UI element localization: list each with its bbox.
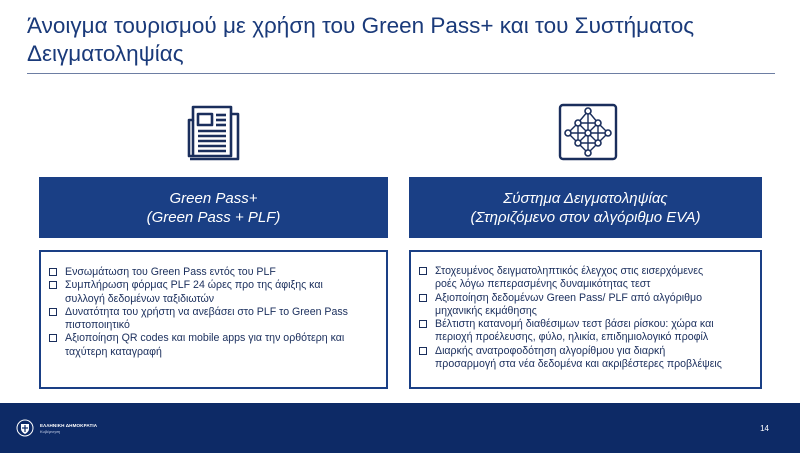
footer-subtitle: Κυβέρνηση <box>40 429 61 434</box>
list-item <box>49 266 380 279</box>
list-item <box>49 306 380 333</box>
footer-bar <box>0 403 800 453</box>
newspaper-icon <box>183 104 243 162</box>
list-item <box>49 332 380 359</box>
checkbox-bullet-icon <box>419 267 427 275</box>
sampling-system-bullet-box <box>409 250 762 389</box>
list-item <box>49 279 380 306</box>
bullet-line: Αξιοποίηση δεδομένων Green Pass/ PLF από αλγόριθμο <box>435 291 702 304</box>
bullet-line: πιστοποιητικό <box>65 319 130 332</box>
bullet-line: μηχανικής εκμάθησης <box>435 304 537 317</box>
checkbox-bullet-icon <box>49 308 57 316</box>
green-pass-header-title: Green Pass+ <box>169 189 258 207</box>
sampling-system-header-subtitle: (Στηριζόμενο στον αλγόριθμο EVA) <box>470 208 701 226</box>
green-pass-bullet-box <box>39 250 388 389</box>
greek-coat-of-arms-icon <box>16 419 34 437</box>
bullet-line: Διαρκής ανατροφοδότηση αλγορίθμου για διαρκή <box>435 344 666 357</box>
sampling-system-header-title: Σύστημα Δειγματοληψίας <box>503 189 668 207</box>
bullet-line: Δυνατότητα του χρήστη να ανεβάσει στο PLF το Green Pass <box>65 305 348 318</box>
checkbox-bullet-icon <box>419 347 427 355</box>
bullet-line: συλλογή δεδομένων ταξιδιωτών <box>65 292 215 305</box>
list-item <box>419 345 754 372</box>
slide-title <box>27 12 747 68</box>
checkbox-bullet-icon <box>49 334 57 342</box>
checkbox-bullet-icon <box>49 268 57 276</box>
bullet-line: προσαρμογή στα νέα δεδομένα και ακριβέστερες προβλέψεις <box>435 358 722 371</box>
green-pass-header-subtitle: (Green Pass + PLF) <box>146 208 281 226</box>
bullet-line: ταχύτερη καταγραφή <box>65 345 162 358</box>
sampling-system-header <box>409 177 762 238</box>
list-item <box>419 292 754 319</box>
green-pass-header <box>39 177 388 238</box>
page-number: 14 <box>760 424 769 433</box>
bullet-line: Στοχευμένος δειγματοληπτικός έλεγχος στις εισερχόμενες <box>435 265 704 277</box>
list-item <box>419 265 754 292</box>
checkbox-bullet-icon <box>419 320 427 328</box>
bullet-line: Συμπλήρωση φόρμας PLF 24 ώρες προ της άφιξης και <box>65 279 323 292</box>
slide-title-line-1: Άνοιγμα τουρισμού με χρήση του Green Pass+ και του Συστήματος <box>27 13 695 38</box>
bullet-line: ροές λόγω πεπερασμένης δυναμικότητας τεστ <box>435 278 651 291</box>
bullet-line: Ενσωμάτωση του Green Pass εντός του PLF <box>65 266 276 278</box>
checkbox-bullet-icon <box>419 294 427 302</box>
bullet-line: Βέλτιστη κατανομή διαθέσιμων τεστ βάσει ρίσκου: χώρα και <box>435 318 714 331</box>
bullet-line: περιοχή προέλευσης, φύλο, ηλικία, επιδημιολογικό προφίλ <box>435 331 709 344</box>
neural-network-icon <box>558 103 618 161</box>
footer-organization: ΕΛΛΗΝΙΚΗ ΔΗΜΟΚΡΑΤΙΑ <box>40 423 98 428</box>
checkbox-bullet-icon <box>49 281 57 289</box>
list-item <box>419 318 754 345</box>
slide-title-line-2: Δειγματοληψίας <box>27 41 184 66</box>
bullet-line: Αξιοποίηση QR codes και mobile apps για την ορθότερη και <box>65 332 345 345</box>
title-divider <box>27 73 775 74</box>
